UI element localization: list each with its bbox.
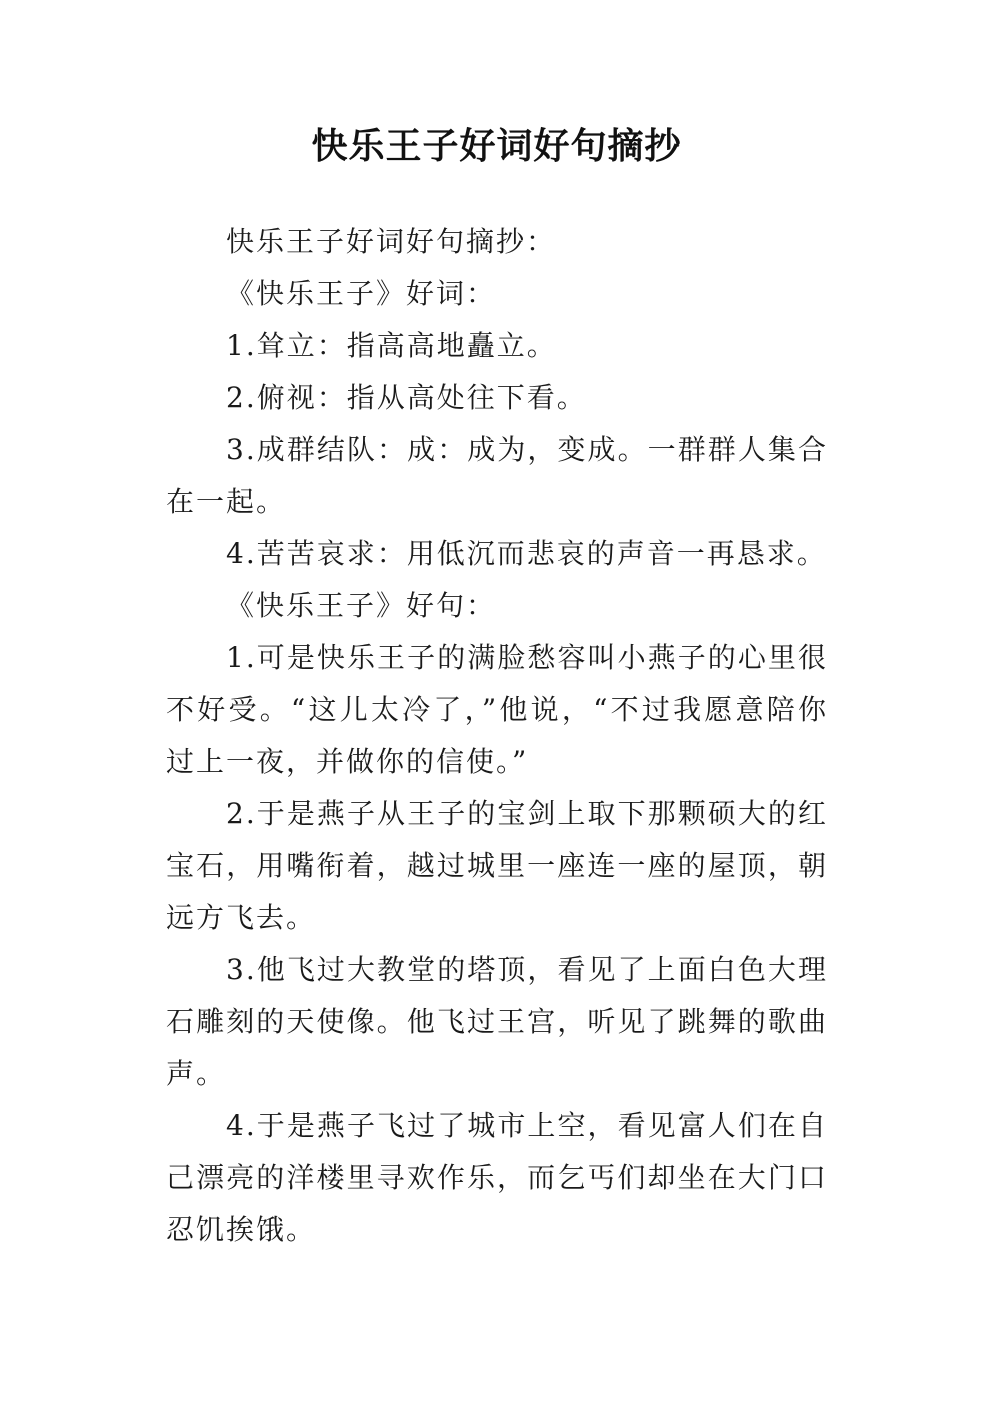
paragraph: 3.成群结队：成：成为，变成。一群群人集合在一起。 — [166, 433, 828, 518]
paragraph: 2.俯视：指从高处往下看。 — [226, 381, 587, 414]
document-body — [166, 216, 828, 1256]
paragraph: 3.他飞过大教堂的塔顶，看见了上面白色大理石雕刻的天使像。他飞过王宫，听见了跳舞的歌曲声。 — [166, 953, 828, 1090]
paragraph: 快乐王子好词好句摘抄： — [226, 225, 557, 258]
section-heading-sentences: 《快乐王子》好句： — [226, 589, 497, 622]
paragraph: 4.于是燕子飞过了城市上空，看见富人们在自己漂亮的洋楼里寻欢作乐，而乞丐们却坐在大门口忍饥挨饿。 — [166, 1109, 828, 1246]
section-heading-words: 《快乐王子》好词： — [226, 277, 497, 310]
paragraph: 1.可是快乐王子的满脸愁容叫小燕子的心里很不好受。“这儿太冷了，”他说，“不过我愿意陪你过上一夜，并做你的信使。” — [166, 641, 828, 778]
paragraph: 2.于是燕子从王子的宝剑上取下那颗硕大的红宝石，用嘴衔着，越过城里一座连一座的屋顶，朝远方飞去。 — [166, 797, 828, 934]
document-title: 快乐王子好词好句摘抄 — [311, 126, 682, 167]
paragraph: 4.苦苦哀求：用低沉而悲哀的声音一再恳求。 — [226, 537, 827, 570]
paragraph: 1.耸立：指高高地矗立。 — [226, 329, 557, 362]
